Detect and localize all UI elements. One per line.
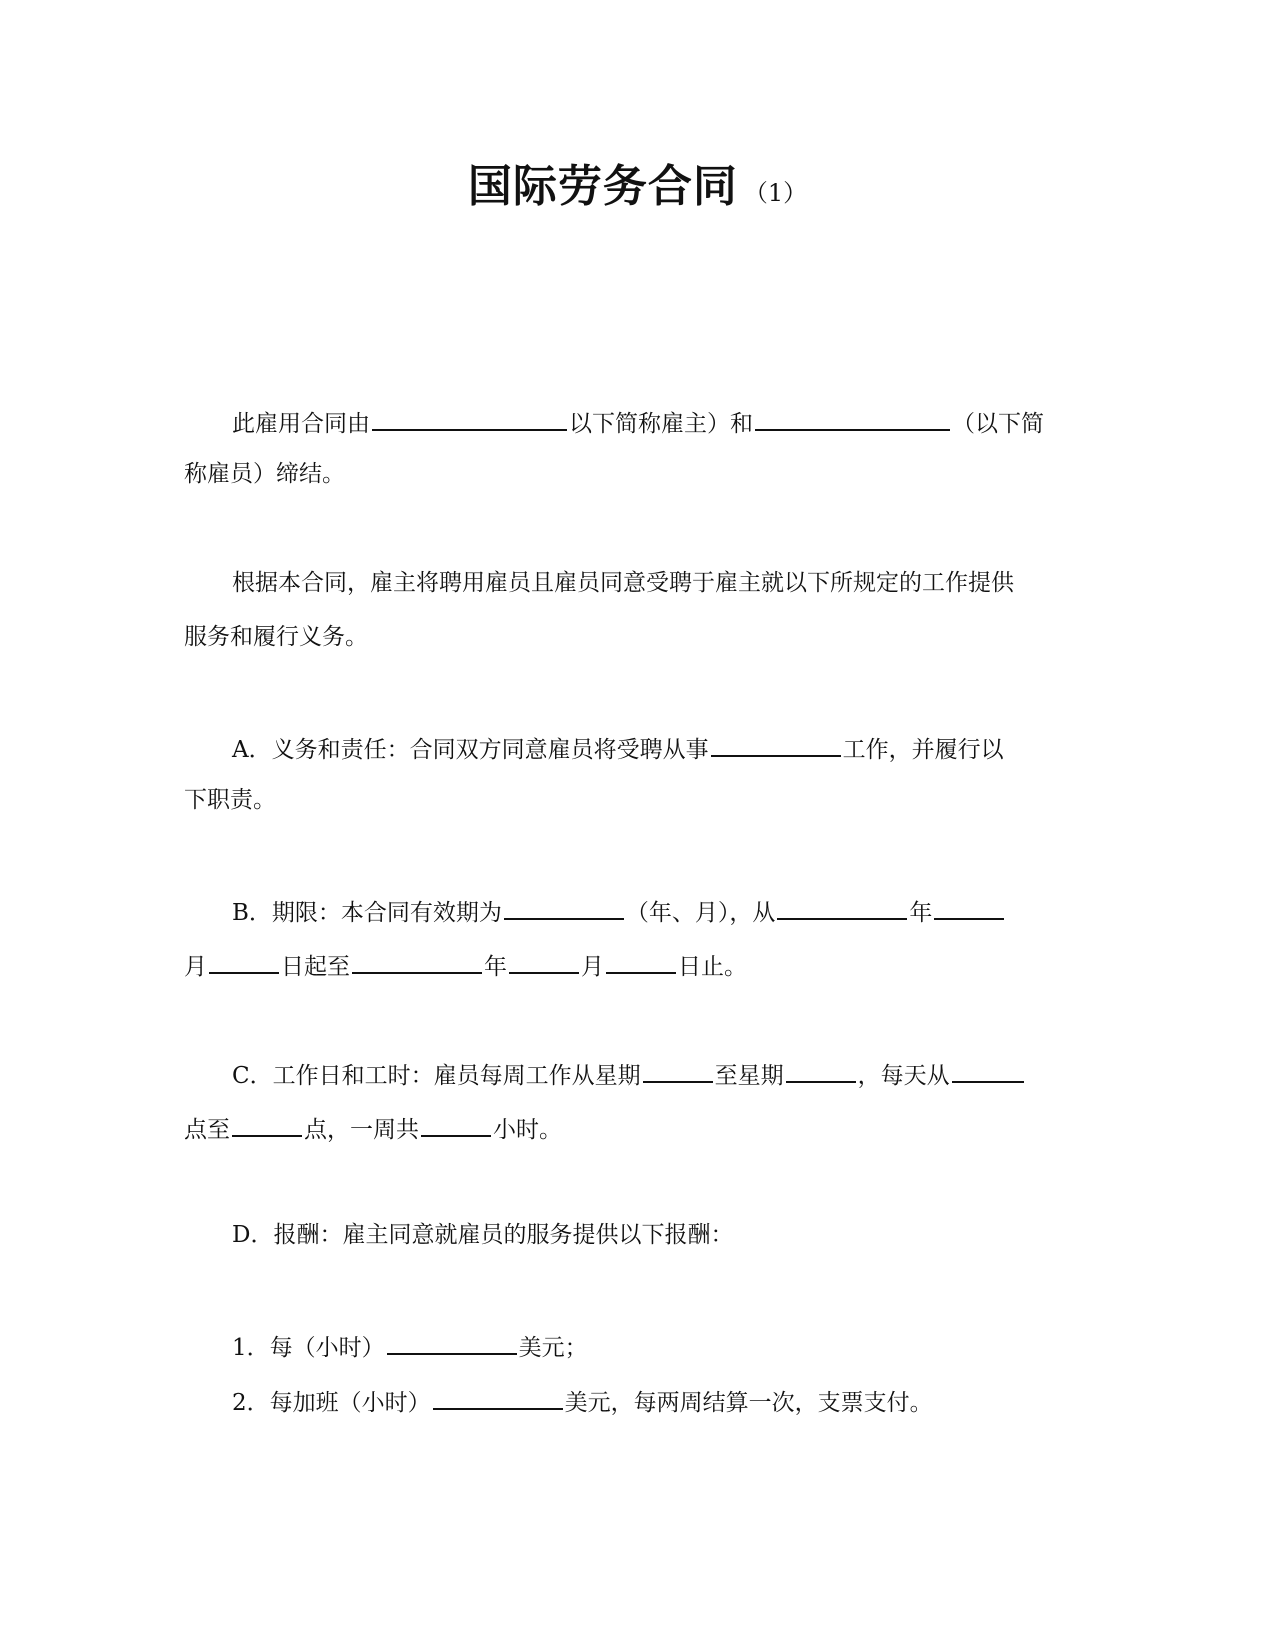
- blank-end-year[interactable]: [352, 947, 482, 974]
- section-c-line-1: [232, 1056, 1092, 1092]
- blank-end-weekday[interactable]: [786, 1056, 856, 1083]
- section-a-line-2: 下职责。: [184, 787, 276, 813]
- text-segment: ，每天从: [857, 1063, 950, 1089]
- section-a-line-1: [232, 730, 1092, 766]
- blank-hourly-rate[interactable]: [387, 1328, 517, 1355]
- blank-overtime-rate[interactable]: [433, 1383, 563, 1410]
- blank-start-year[interactable]: [777, 893, 907, 920]
- blank-end-month[interactable]: [509, 947, 579, 974]
- blank-employee-name[interactable]: [755, 404, 950, 431]
- blank-term-length[interactable]: [504, 893, 624, 920]
- pay-item-1: [232, 1328, 1092, 1364]
- paragraph-1-line-2: 称雇员）缔结。: [184, 461, 345, 487]
- text-segment: （年、月），从: [625, 900, 776, 926]
- section-c-line-2: [184, 1110, 1084, 1146]
- document-title: [0, 150, 1275, 214]
- text-segment: （以下简: [952, 411, 1044, 437]
- text-segment: 日起至: [281, 954, 350, 980]
- paragraph-2-line-2: 服务和履行义务。: [184, 624, 368, 650]
- blank-start-day[interactable]: [209, 947, 279, 974]
- paragraph-2-line-1: 根据本合同，雇主将聘用雇员且雇员同意受聘于雇主就以下所规定的工作提供: [232, 570, 1014, 596]
- text-segment: 工作，并履行以: [842, 737, 1004, 763]
- blank-end-day[interactable]: [606, 947, 676, 974]
- text-segment: 年: [484, 954, 507, 980]
- blank-employer-name[interactable]: [372, 404, 567, 431]
- blank-start-hour[interactable]: [952, 1056, 1024, 1083]
- text-segment: 点至: [184, 1117, 230, 1143]
- text-segment: C．工作日和工时：雇员每周工作从星期: [232, 1063, 641, 1089]
- section-b-line-1: [232, 893, 1092, 929]
- blank-end-hour[interactable]: [232, 1110, 302, 1137]
- blank-start-weekday[interactable]: [643, 1056, 713, 1083]
- blank-weekly-hours[interactable]: [421, 1110, 491, 1137]
- text-segment: 点，一周共: [304, 1117, 419, 1143]
- section-b-line-2: [184, 947, 1084, 983]
- text-segment: 小时。: [493, 1117, 562, 1143]
- text-segment: A．义务和责任：合同双方同意雇员将受聘从事: [232, 737, 709, 763]
- blank-job-title[interactable]: [711, 730, 841, 757]
- text-segment: 日止。: [678, 954, 747, 980]
- blank-start-month[interactable]: [934, 893, 1004, 920]
- section-d-line-1: D．报酬：雇主同意就雇员的服务提供以下报酬：: [232, 1222, 734, 1248]
- text-segment: 以下简称雇主）和: [569, 411, 753, 437]
- text-segment: 1．每（小时）: [232, 1335, 385, 1361]
- text-segment: 美元；: [518, 1335, 588, 1361]
- text-segment: 至星期: [714, 1063, 784, 1089]
- text-segment: 月: [581, 954, 604, 980]
- title-text: 国际劳务合同: [467, 161, 738, 212]
- text-segment: 此雇用合同由: [232, 411, 370, 437]
- text-segment: B．期限：本合同有效期为: [232, 900, 502, 926]
- text-segment: 年: [909, 900, 933, 926]
- text-segment: 美元，每两周结算一次，支票支付。: [564, 1390, 933, 1416]
- text-segment: 2．每加班（小时）: [232, 1390, 431, 1416]
- title-suffix: （1）: [743, 179, 808, 207]
- paragraph-1-line-1: [232, 404, 1092, 440]
- text-segment: 月: [184, 954, 207, 980]
- pay-item-2: [232, 1383, 1092, 1419]
